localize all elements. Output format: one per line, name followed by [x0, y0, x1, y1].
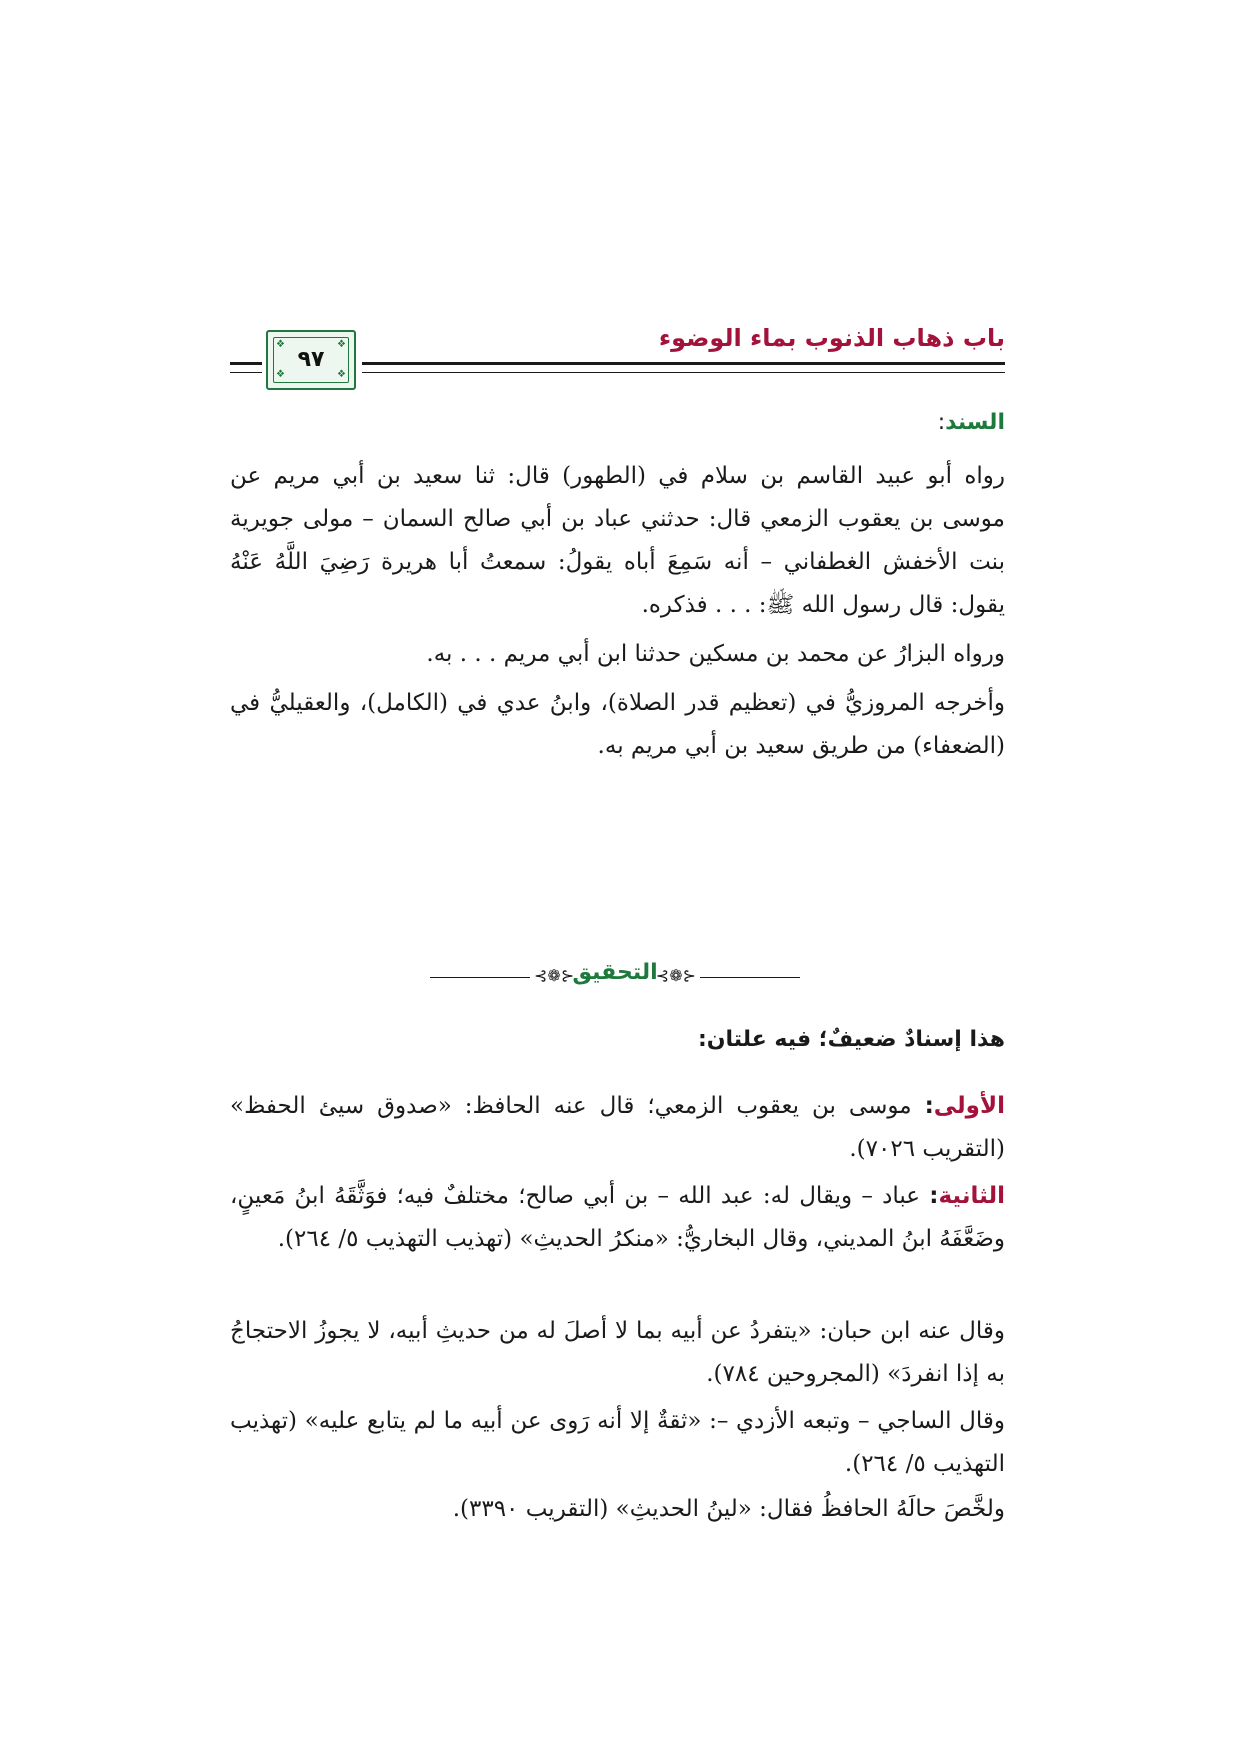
second-defect-lead: الثانية: [929, 1183, 1006, 1209]
tahqiq-heading: هذا إسنادٌ ضعيفٌ؛ فيه علتان: [697, 1027, 1005, 1052]
second-defect-paragraph: الثانية: عباد – ويقال له: عبد الله – بن أبي صالح؛ مختلفٌ فيه؛ فوَثَّقَهُ ابنُ مَعينٍ، وضَعَّفَهُ ابنُ المديني، وقال البخاريُّ: «منكرُ الحديثِ» (تهذيب التهذيب ٥/ ٢٦٤). [230, 1183, 1006, 1252]
first-defect-lead: الأولى: [924, 1093, 1005, 1119]
sanad-paragraph-3: وأخرجه المروزيُّ في (تعظيم قدر الصلاة)، وابنُ عدي في (الكامل)، والعقيليُّ في (الضعفاء) من طريق سعيد بن أبي مريم به. [230, 690, 1005, 759]
ornament-icon: ❖ [276, 369, 285, 380]
flourish-icon: ⊰❁⊱ [534, 966, 575, 985]
ornament-icon: ❖ [276, 339, 285, 350]
saji-paragraph: وقال الساجي – وتبعه الأزدي –: «ثقةٌ إلا أنه رَوى عن أبيه ما لم يتابع عليه» (تهذيب التهذيب ٥/ ٢٦٤). [230, 1408, 1005, 1477]
page-number-badge [266, 330, 356, 390]
sanad-heading: السند: [937, 410, 1005, 435]
tahqiq-label: التحقيق [572, 960, 658, 985]
ibn-hibban-paragraph: وقال عنه ابن حبان: «يتفردُ عن أبيه بما لا أصلَ له من حديثِ أبيه، لا يجوزُ الاحتجاجُ به إذا انفردَ» (المجروحين ٧٨٤). [230, 1318, 1005, 1387]
chapter-title: باب ذهاب الذنوب بماء الوضوء [658, 324, 1005, 352]
tahqiq-divider [430, 960, 800, 994]
page-number: ٩٧ [297, 347, 325, 372]
sanad-paragraph-1: رواه أبو عبيد القاسم بن سلام في (الطهور) قال: ثنا سعيد بن أبي مريم عن موسى بن يعقوب الزمعي قال: حدثني عباد بن أبي صالح السمان – مولى جويرية بنت الأخفش الغطفاني – أنه سَمِعَ أباه يقولُ: سمعتُ أبا هريرة رَضِيَ اللَّهُ عَنْهُ يقول: قال رسول الله ﷺ: . . . فذكره. [230, 463, 1005, 618]
header-rule-left [230, 362, 262, 373]
header-rule-right [362, 362, 1005, 373]
page-header [230, 320, 1005, 390]
summary-paragraph: ولخَّصَ حالَهُ الحافظُ فقال: «لينُ الحديثِ» (التقريب ٣٣٩٠). [452, 1496, 1005, 1522]
first-defect-paragraph: الأولى: موسى بن يعقوب الزمعي؛ قال عنه الحافظ: «صدوق سيئ الحفظ» (التقريب ٧٠٢٦). [230, 1093, 1005, 1162]
divider-line [700, 977, 800, 978]
ornament-icon: ❖ [337, 369, 346, 380]
ornament-icon: ❖ [337, 339, 346, 350]
sanad-paragraph-2: ورواه البزارُ عن محمد بن مسكين حدثنا ابن أبي مريم . . . به. [426, 641, 1005, 667]
flourish-icon: ⊰❁⊱ [655, 966, 696, 985]
